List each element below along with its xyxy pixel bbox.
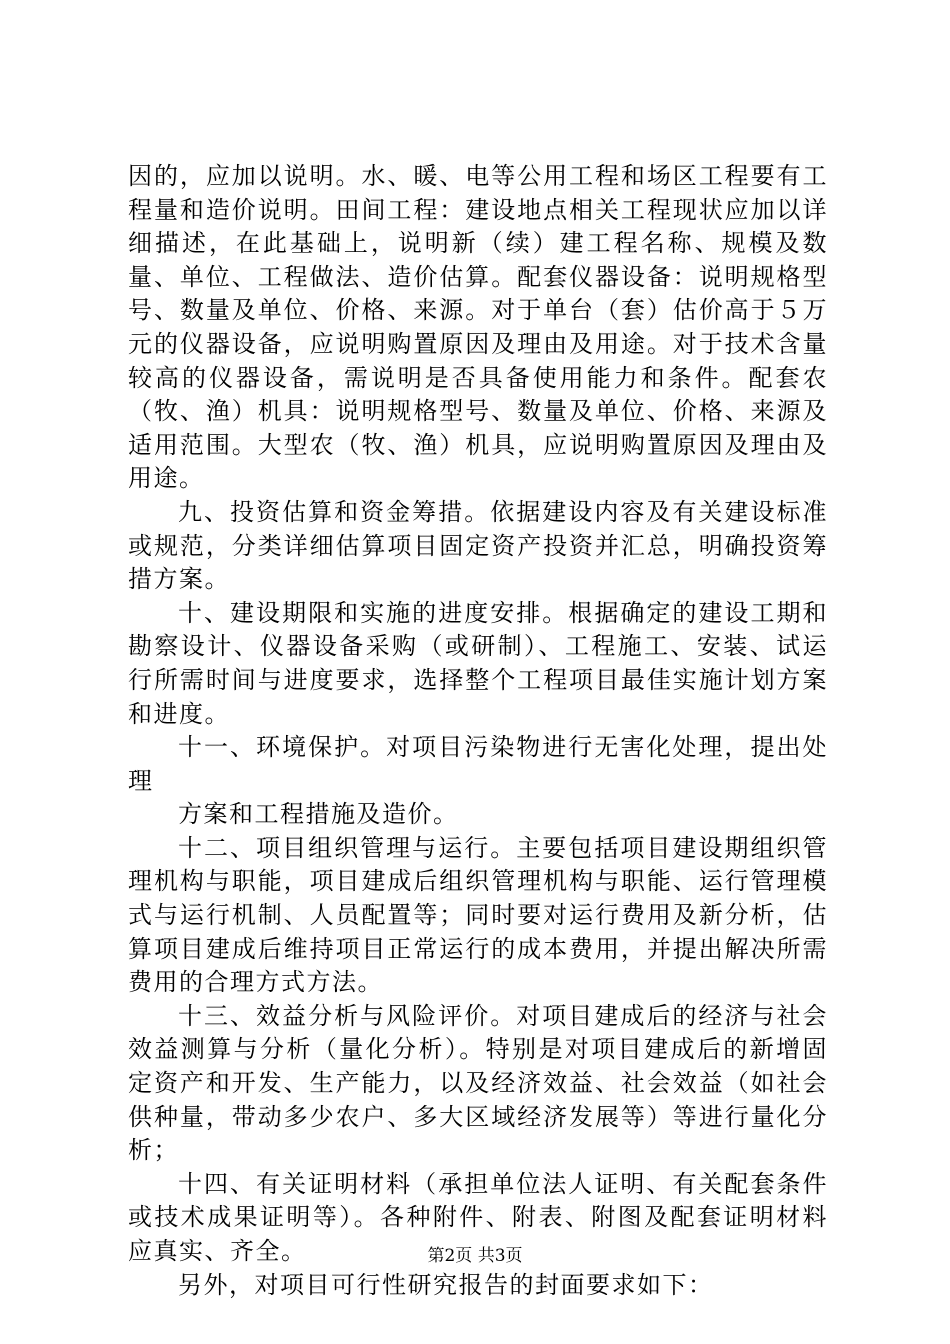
page-footer	[0, 1244, 950, 1268]
paragraph-section-9: 九、投资估算和资金筹措。依据建设内容及有关建设标准或规范，分类详细估算项目固定资产投资并汇总，明确投资筹措方案。	[128, 497, 828, 594]
paragraph-cover-requirements: 另外，对项目可行性研究报告的封面要求如下：	[178, 1270, 714, 1299]
paragraph-section-12: 十二、项目组织管理与运行。主要包括项目建设期组织管理机构与职能，项目建成后组织管理机构与职能、运行管理模式与运行机制、人员配置等；同时要对运行费用及新分析，估算项目建成后维持项目正常运行的成本费用，并提出解决所需费用的合理方式方法。	[128, 833, 828, 997]
paragraph-section-13: 十三、效益分析与风险评价。对项目建成后的经济与社会效益测算与分析（量化分析）。特别是对项目建成后的新增固定资产和开发、生产能力，以及经济效益、社会效益（如社会供种量，带动多少农户、多大区域经济发展等）等进行量化分析；	[128, 1001, 828, 1165]
paragraph-section-11-continued: 方案和工程措施及造价。	[178, 800, 459, 829]
document-body	[128, 160, 828, 1302]
paragraph-section-10: 十、建设期限和实施的进度安排。根据确定的建设工期和勘察设计、仪器设备采购（或研制）、工程施工、安装、试运行所需时间与进度要求，选择整个工程项目最佳实施计划方案和进度。	[128, 598, 828, 728]
page-number: 第2页 共3页	[427, 1246, 523, 1266]
paragraph-section-11: 十一、环境保护。对项目污染物进行无害化处理，提出处理	[128, 733, 828, 795]
paragraph-continuation: 因的，应加以说明。水、暖、电等公用工程和场区工程要有工程量和造价说明。田间工程：建设地点相关工程现状应加以详细描述，在此基础上，说明新（续）建工程名称、规模及数量、单位、工程做法、造价估算。配套仪器设备：说明规格型号、数量及单位、价格、来源。对于单台（套）估价高于５万元的仪器设备，应说明购置原因及理由及用途。对于技术含量较高的仪器设备，需说明是否具备使用能力和条件。配套农（牧、渔）机具：说明规格型号、数量及单位、价格、来源及适用范围。大型农（牧、渔）机具，应说明购置原因及理由及用途。	[128, 162, 828, 493]
paragraph-section-14: 十四、有关证明材料（承担单位法人证明、有关配套条件或技术成果证明等）。各种附件、附表、附图及配套证明材料应真实、齐全。	[128, 1169, 828, 1265]
